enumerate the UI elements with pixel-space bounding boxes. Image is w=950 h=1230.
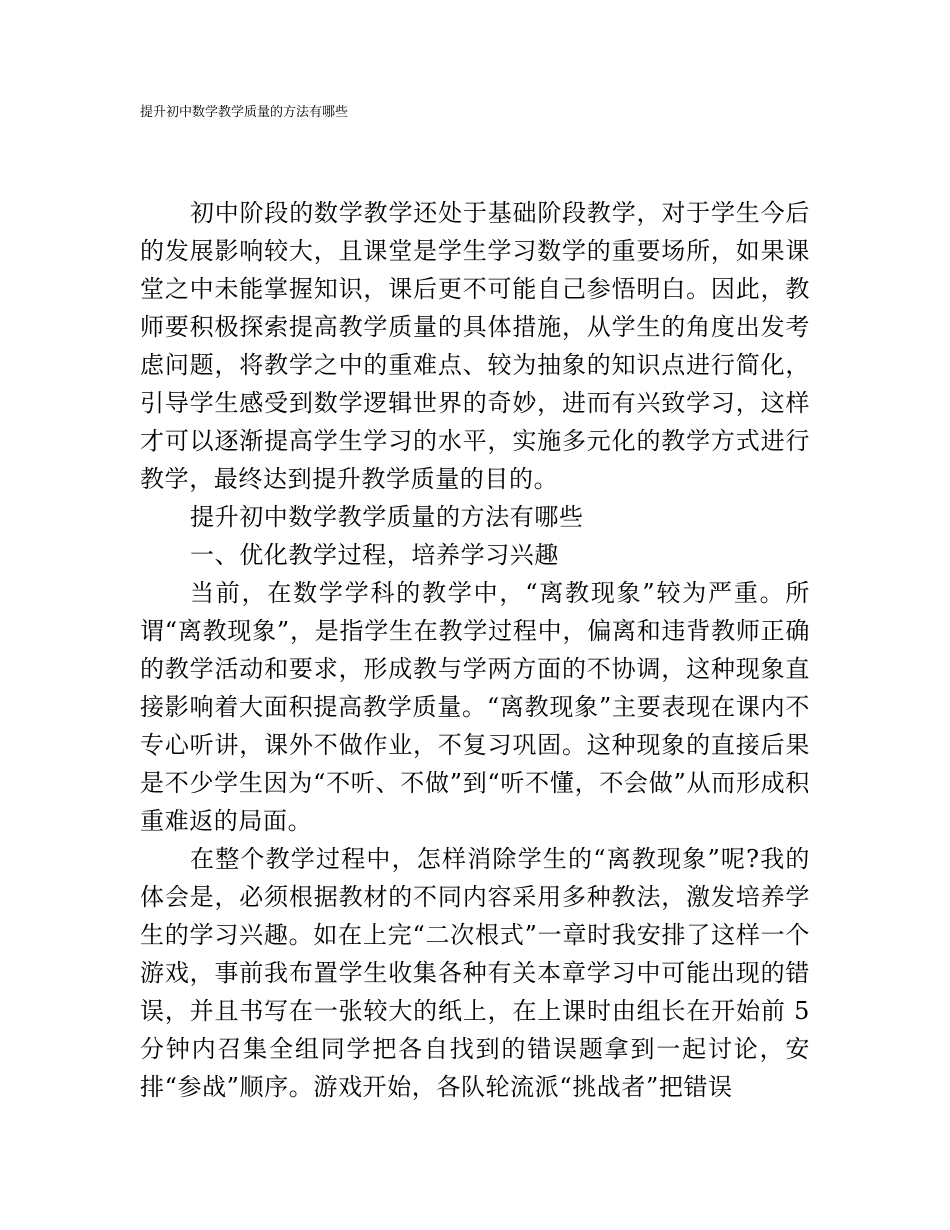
running-header-title: 提升初中数学教学质量的方法有哪些: [140, 105, 349, 120]
section-heading-1: 一、优化教学过程，培养学习兴趣: [190, 541, 559, 569]
document-body: [140, 194, 810, 1106]
section-title: 提升初中数学教学质量的方法有哪些: [190, 503, 584, 531]
paragraph-intro: 初中阶段的数学教学还处于基础阶段教学，对于学生今后的发展影响较大，且课堂是学生学习数学的重要场所，如果课堂之中未能掌握知识，课后更不可能自己参悟明白。因此，教师要积极探索提高教学质量的具体措施，从学生的角度出发考虑问题，将教学之中的重难点、较为抽象的知识点进行简化，引导学生感受到数学逻辑世界的奇妙，进而有兴致学习，这样才可以逐渐提高学生学习的水平，实施多元化的教学方式进行教学，最终达到提升教学质量的目的。: [140, 199, 810, 493]
paragraph-teaching-method: 在整个教学过程中，怎样消除学生的“离教现象”呢?我的体会是，必须根据教材的不同内容采用多种教法，激发培养学生的学习兴趣。如在上完“二次根式”一章时我安排了这样一个游戏，事前我布置学生收集各种有关本章学习中可能出现的错误，并且书写在一张较大的纸上，在上课时由组长在开始前 5 分钟内召集全组同学把各自找到的错误题拿到一起讨论，安排“参战”顺序。游戏开始，各队轮流派“挑战者”把错误: [140, 845, 810, 1101]
paragraph-lijiao-phenomenon: 当前，在数学学科的教学中，“离教现象”较为严重。所谓“离教现象”，是指学生在教学过程中，偏离和违背教师正确的教学活动和要求，形成教与学两方面的不协调，这种现象直接影响着大面积提高教学质量。“离教现象”主要表现在课内不专心听讲，课外不做作业，不复习巩固。这种现象的直接后果是不少学生因为“不听、不做”到“听不懂，不会做”从而形成积重难返的局面。: [140, 579, 810, 835]
